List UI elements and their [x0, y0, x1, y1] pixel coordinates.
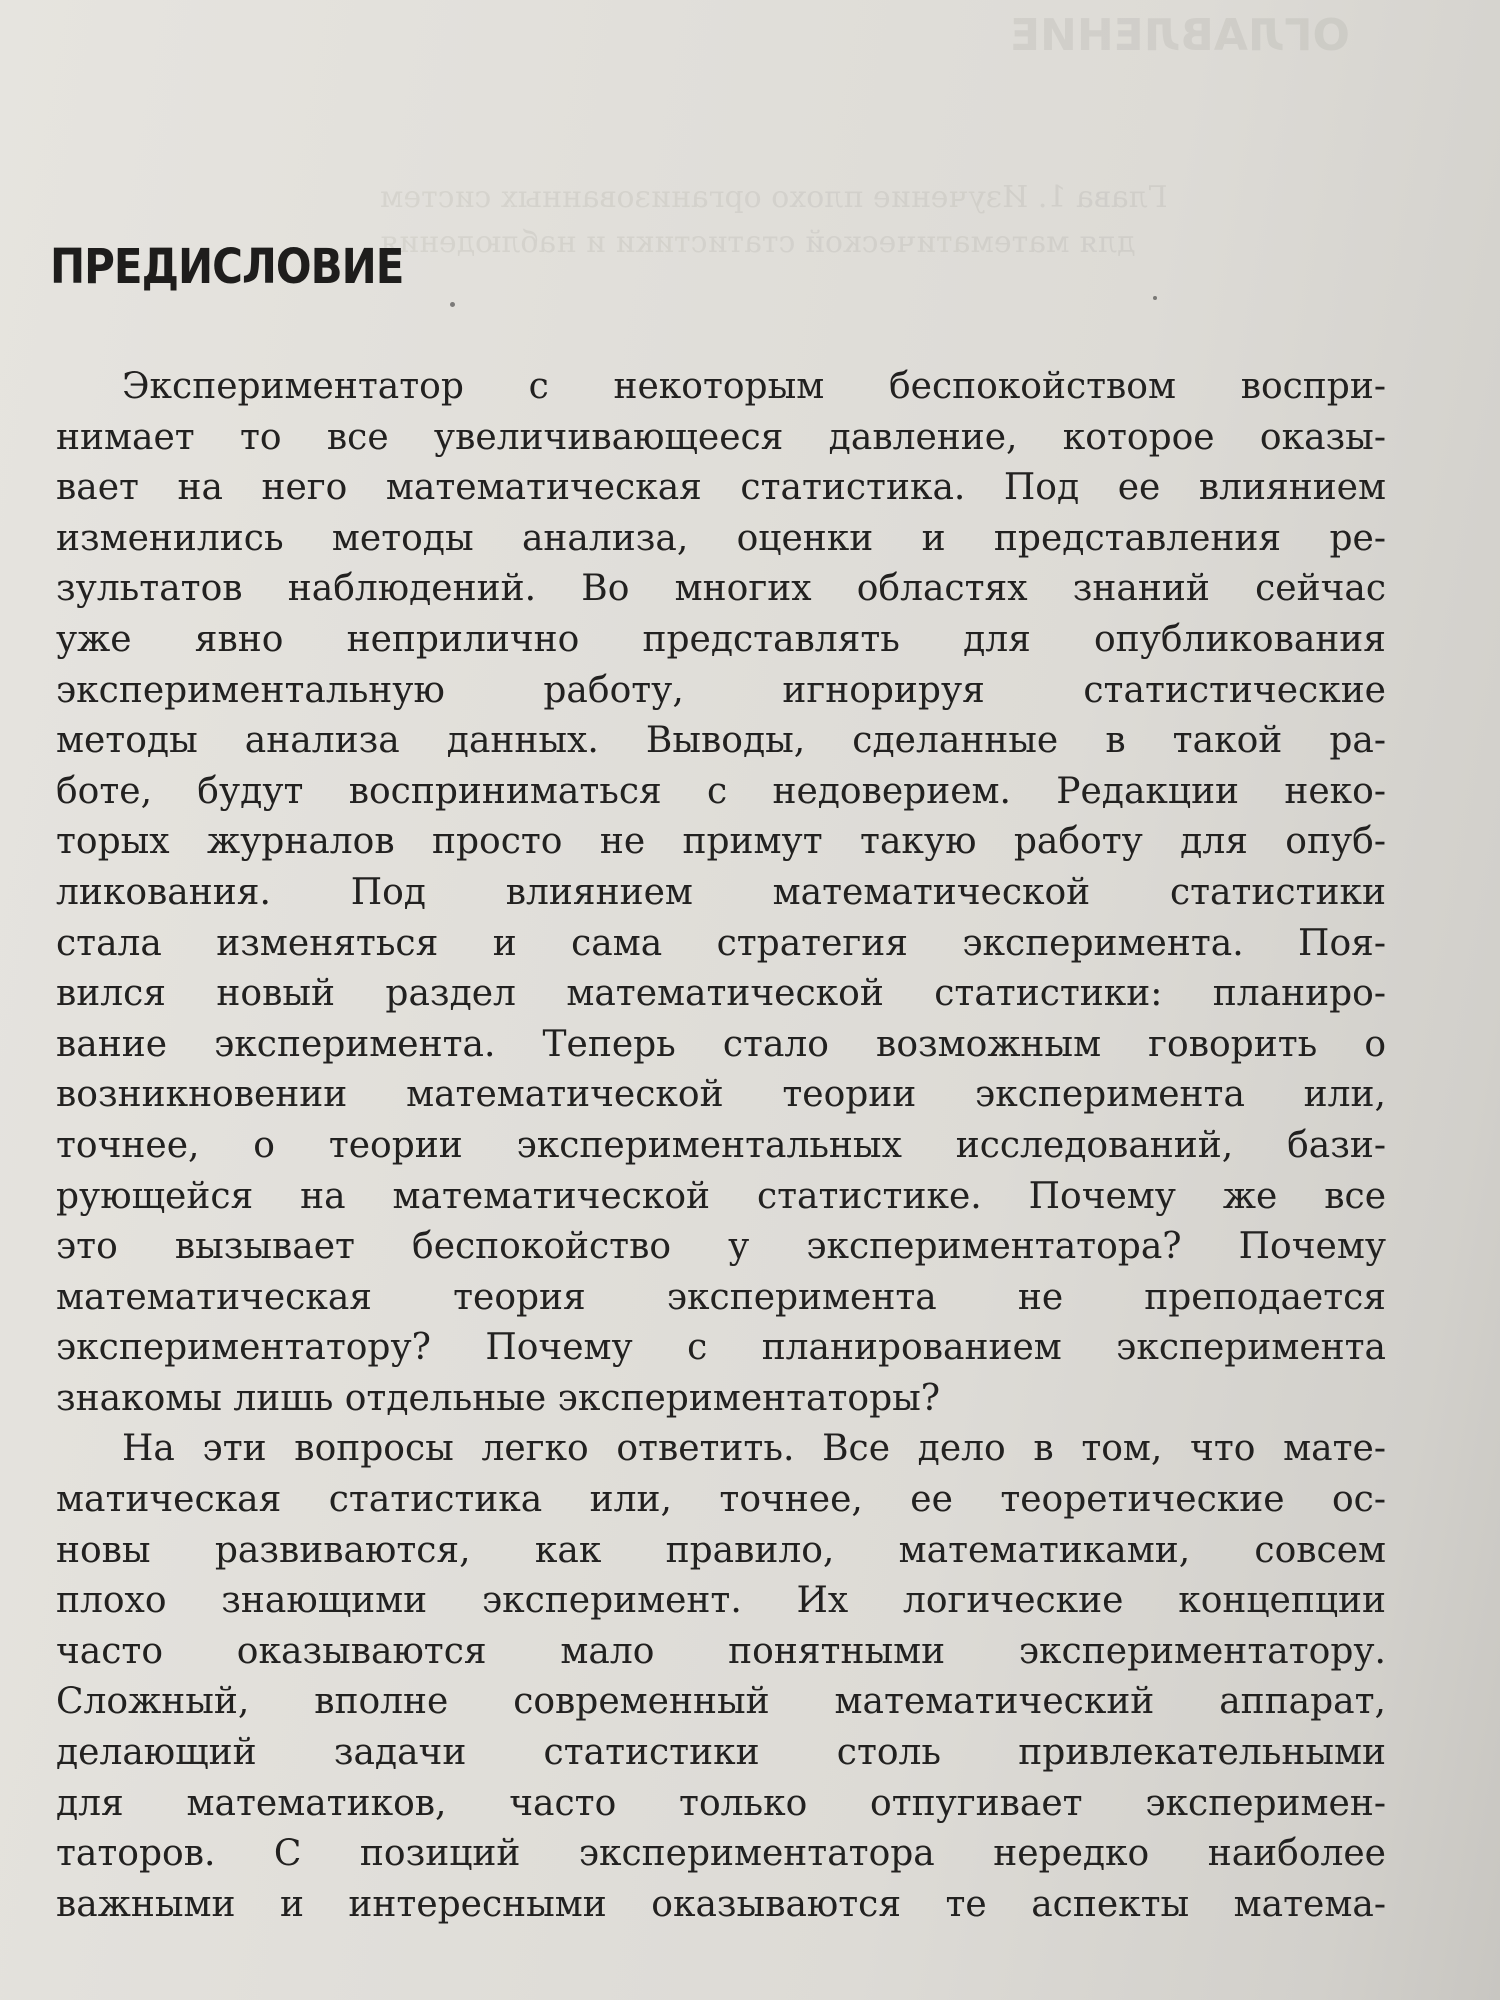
- text-line: вание эксперимента. Теперь стало возможным говорить о: [56, 1023, 1386, 1065]
- text-line: методы анализа данных. Выводы, сделанные в такой ра-: [56, 720, 1386, 762]
- text-line: Сложный, вполне современный математический аппарат,: [56, 1681, 1386, 1723]
- bleed-through-text: для математической статистики и наблюдения: [380, 225, 1136, 260]
- text-line: зультатов наблюдений. Во многих областях знаний сейчас: [56, 568, 1386, 610]
- text-line: экспериментатору? Почему с планированием эксперимента: [56, 1327, 1386, 1369]
- text-line: плохо знающими эксперимент. Их логические концепции: [56, 1580, 1386, 1622]
- text-line: таторов. С позиций экспериментатора нередко наиболее: [56, 1833, 1386, 1875]
- bleed-through-text: ОГЛАВЛЕНИЕ: [1010, 10, 1350, 61]
- page-title: ПРЕДИСЛОВИЕ: [50, 238, 404, 295]
- text-line: рующейся на математической статистике. Почему же все: [56, 1175, 1386, 1217]
- print-speck: [1153, 296, 1157, 300]
- text-line: это вызывает беспокойство у экспериментатора? Почему: [56, 1226, 1386, 1268]
- text-line: точнее, о теории экспериментальных исследований, бази-: [56, 1124, 1386, 1166]
- text-line: для математиков, часто только отпугивает эксперимен-: [56, 1782, 1386, 1824]
- text-line: изменились методы анализа, оценки и представления ре-: [56, 517, 1386, 559]
- text-line: На эти вопросы легко ответить. Все дело в том, что мате-: [122, 1428, 1386, 1470]
- text-line: торых журналов просто не примут такую работу для опуб-: [56, 821, 1386, 863]
- preface-body: [56, 362, 1386, 1930]
- text-line: стала изменяться и сама стратегия эксперимента. Поя-: [56, 922, 1386, 964]
- text-line: математическая теория эксперимента не преподается: [56, 1276, 1386, 1318]
- text-line: знакомы лишь отдельные экспериментаторы?: [56, 1377, 941, 1419]
- text-line: вился новый раздел математической статистики: планиро-: [56, 973, 1386, 1015]
- text-line: уже явно неприлично представлять для опубликования: [56, 618, 1386, 660]
- bleed-through-text: Глава 1. Изучение плохо организованных систем: [380, 180, 1168, 215]
- text-line: делающий задачи статистики столь привлекательными: [56, 1732, 1386, 1774]
- print-speck: [450, 302, 455, 307]
- text-line: ликования. Под влиянием математической статистики: [56, 871, 1386, 913]
- text-line: нимает то все увеличивающееся давление, которое оказы-: [56, 416, 1386, 458]
- text-line: Экспериментатор с некоторым беспокойством воспри-: [122, 366, 1386, 407]
- text-line: возникновении математической теории эксперимента или,: [56, 1074, 1386, 1116]
- text-line: боте, будут восприниматься с недоверием. Редакции неко-: [56, 770, 1386, 812]
- text-line: важными и интересными оказываются те аспекты матема-: [56, 1883, 1386, 1925]
- text-line: вает на него математическая статистика. Под ее влиянием: [56, 467, 1386, 509]
- text-line: экспериментальную работу, игнорируя статистические: [56, 669, 1386, 711]
- text-line: новы развиваются, как правило, математиками, совсем: [56, 1529, 1386, 1571]
- text-line: матическая статистика или, точнее, ее теоретические ос-: [56, 1479, 1386, 1521]
- text-line: часто оказываются мало понятными экспериментатору.: [56, 1630, 1386, 1672]
